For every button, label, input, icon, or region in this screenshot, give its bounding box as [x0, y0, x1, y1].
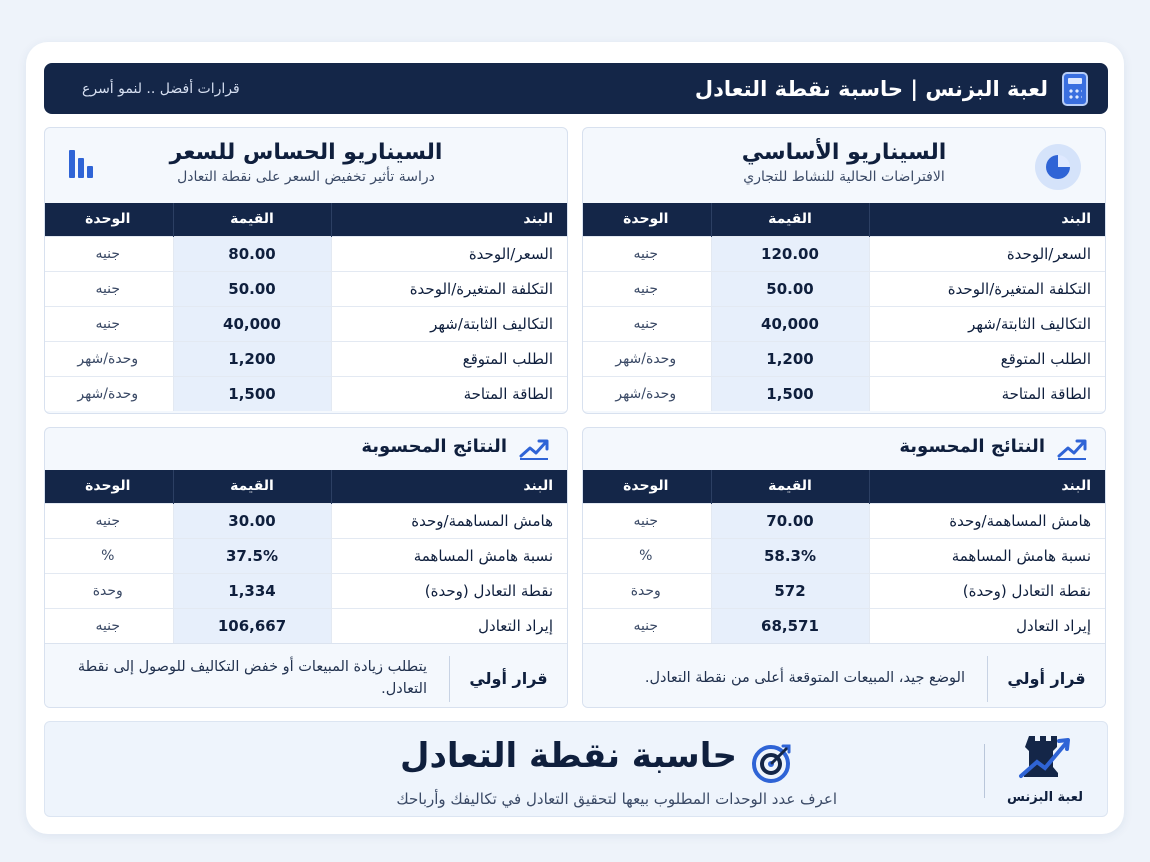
- base-results-panel: [582, 427, 1106, 708]
- row-value: 37.5%: [173, 538, 331, 573]
- row-item: الطلب المتوقع: [331, 341, 567, 376]
- table-row: [582, 341, 1105, 376]
- row-item: التكلفة المتغيرة/الوحدة: [331, 271, 567, 306]
- row-unit: جنيه: [44, 503, 173, 538]
- row-value: 68,571: [711, 608, 869, 643]
- trend-up-icon: [519, 438, 549, 460]
- sensitive-scenario-panel: [44, 127, 568, 414]
- row-item: الطاقة المتاحة: [331, 376, 567, 411]
- header-title: لعبة البزنس | حاسبة نقطة التعادل: [694, 76, 1048, 101]
- table-row: [44, 538, 567, 573]
- table-row: [44, 573, 567, 608]
- row-unit: جنيه: [582, 271, 711, 306]
- row-value: 1,500: [711, 376, 869, 411]
- row-value: 120.00: [711, 236, 869, 271]
- target-icon: [751, 742, 793, 784]
- col-unit: الوحدة: [582, 203, 711, 236]
- decision-text: يتطلب زيادة المبيعات أو خفض التكاليف للوصول إلى نقطة التعادل.: [77, 659, 427, 697]
- row-value: 58.3%: [711, 538, 869, 573]
- table-row: [582, 236, 1105, 271]
- table-row: [44, 341, 567, 376]
- table-row: [582, 608, 1105, 643]
- footer-divider: [984, 744, 985, 798]
- row-item: إيراد التعادل: [331, 608, 567, 643]
- row-item: التكاليف الثابتة/شهر: [331, 306, 567, 341]
- base-results-body: [582, 503, 1105, 643]
- sensitive-scenario-title: السيناريو الحساس للسعر: [169, 140, 443, 165]
- footer-subtitle: اعرف عدد الوحدات المطلوب بيعها لتحقيق التعادل في تكاليفك وأرباحك: [396, 790, 837, 808]
- table-row: [44, 608, 567, 643]
- row-unit: جنيه: [44, 236, 173, 271]
- sensitive-inputs-table: [44, 203, 567, 411]
- row-value: 50.00: [173, 271, 331, 306]
- row-unit: جنيه: [582, 236, 711, 271]
- table-row: [582, 376, 1105, 411]
- row-item: التكاليف الثابتة/شهر: [869, 306, 1105, 341]
- col-unit: الوحدة: [44, 470, 173, 503]
- row-item: نسبة هامش المساهمة: [331, 538, 567, 573]
- table-row: [44, 236, 567, 271]
- row-item: نقطة التعادل (وحدة): [869, 573, 1105, 608]
- table-row: [44, 271, 567, 306]
- table-row: [582, 573, 1105, 608]
- row-value: 80.00: [173, 236, 331, 271]
- base-scenario-title: السيناريو الأساسي: [741, 140, 947, 165]
- col-unit: الوحدة: [582, 470, 711, 503]
- row-unit: وحدة/شهر: [582, 341, 711, 376]
- sensitive-inputs-body: [44, 236, 567, 411]
- row-value: 50.00: [711, 271, 869, 306]
- row-value: 40,000: [173, 306, 331, 341]
- row-value: 1,200: [173, 341, 331, 376]
- table-row: [44, 503, 567, 538]
- col-value: القيمة: [173, 470, 331, 503]
- row-item: نسبة هامش المساهمة: [869, 538, 1105, 573]
- row-item: التكلفة المتغيرة/الوحدة: [869, 271, 1105, 306]
- sensitive-results-title: النتائج المحسوبة: [361, 436, 507, 457]
- row-unit: وحدة/شهر: [44, 376, 173, 411]
- decision-label: قرار أولي: [987, 656, 1105, 702]
- row-value: 1,200: [711, 341, 869, 376]
- header-bar: [44, 63, 1108, 114]
- chess-rook-icon: [1015, 732, 1075, 782]
- sensitive-decision: [45, 643, 567, 708]
- row-unit: وحدة: [582, 573, 711, 608]
- brand-name: لعبة البزنس: [1007, 790, 1083, 805]
- row-unit: جنيه: [582, 306, 711, 341]
- row-unit: وحدة/شهر: [44, 341, 173, 376]
- row-value: 1,334: [173, 573, 331, 608]
- row-item: هامش المساهمة/وحدة: [869, 503, 1105, 538]
- row-unit: %: [44, 538, 173, 573]
- row-value: 1,500: [173, 376, 331, 411]
- row-unit: وحدة: [44, 573, 173, 608]
- decision-label: قرار أولي: [449, 656, 567, 702]
- row-value: 40,000: [711, 306, 869, 341]
- base-results-title: النتائج المحسوبة: [899, 436, 1045, 457]
- col-value: القيمة: [711, 203, 869, 236]
- base-scenario-panel: [582, 127, 1106, 414]
- table-row: [582, 503, 1105, 538]
- trend-up-icon: [1057, 438, 1087, 460]
- col-unit: الوحدة: [44, 203, 173, 236]
- base-inputs-table: [582, 203, 1105, 411]
- base-inputs-body: [582, 236, 1105, 411]
- sensitive-scenario-subtitle: دراسة تأثير تخفيض السعر على نقطة التعادل: [177, 169, 435, 185]
- base-decision: [583, 643, 1105, 708]
- row-value: 572: [711, 573, 869, 608]
- row-item: هامش المساهمة/وحدة: [331, 503, 567, 538]
- bar-chart-icon: [65, 148, 93, 178]
- row-unit: جنيه: [582, 608, 711, 643]
- row-item: السعر/الوحدة: [331, 236, 567, 271]
- pie-chart-icon: [1035, 144, 1081, 190]
- calculator-icon: [1062, 72, 1088, 106]
- table-row: [582, 306, 1105, 341]
- sensitive-results-table: [44, 470, 567, 643]
- base-scenario-subtitle: الافتراضات الحالية للنشاط للتجاري: [743, 169, 945, 185]
- footer-banner: [44, 721, 1108, 817]
- decision-text: الوضع جيد، المبيعات المتوقعة أعلى من نقطة التعادل.: [644, 669, 965, 686]
- col-item: البند: [869, 470, 1105, 503]
- row-unit: جنيه: [44, 271, 173, 306]
- row-item: الطلب المتوقع: [869, 341, 1105, 376]
- table-row: [44, 376, 567, 411]
- row-unit: جنيه: [44, 306, 173, 341]
- table-row: [582, 271, 1105, 306]
- base-results-table: [582, 470, 1105, 643]
- row-item: إيراد التعادل: [869, 608, 1105, 643]
- col-value: القيمة: [173, 203, 331, 236]
- sensitive-results-panel: [44, 427, 568, 708]
- col-item: البند: [331, 470, 567, 503]
- row-unit: جنيه: [44, 608, 173, 643]
- sensitive-results-body: [44, 503, 567, 643]
- row-item: نقطة التعادل (وحدة): [331, 573, 567, 608]
- row-value: 106,667: [173, 608, 331, 643]
- row-item: السعر/الوحدة: [869, 236, 1105, 271]
- table-row: [44, 306, 567, 341]
- header-tagline: قرارات أفضل .. لنمو أسرع: [82, 80, 240, 97]
- brand-logo: [997, 732, 1093, 808]
- footer-title: حاسبة نقطة التعادل: [399, 736, 737, 776]
- col-item: البند: [331, 203, 567, 236]
- row-value: 70.00: [711, 503, 869, 538]
- col-value: القيمة: [711, 470, 869, 503]
- col-item: البند: [869, 203, 1105, 236]
- row-unit: جنيه: [582, 503, 711, 538]
- table-row: [582, 538, 1105, 573]
- row-unit: وحدة/شهر: [582, 376, 711, 411]
- row-value: 30.00: [173, 503, 331, 538]
- row-item: الطاقة المتاحة: [869, 376, 1105, 411]
- row-unit: %: [582, 538, 711, 573]
